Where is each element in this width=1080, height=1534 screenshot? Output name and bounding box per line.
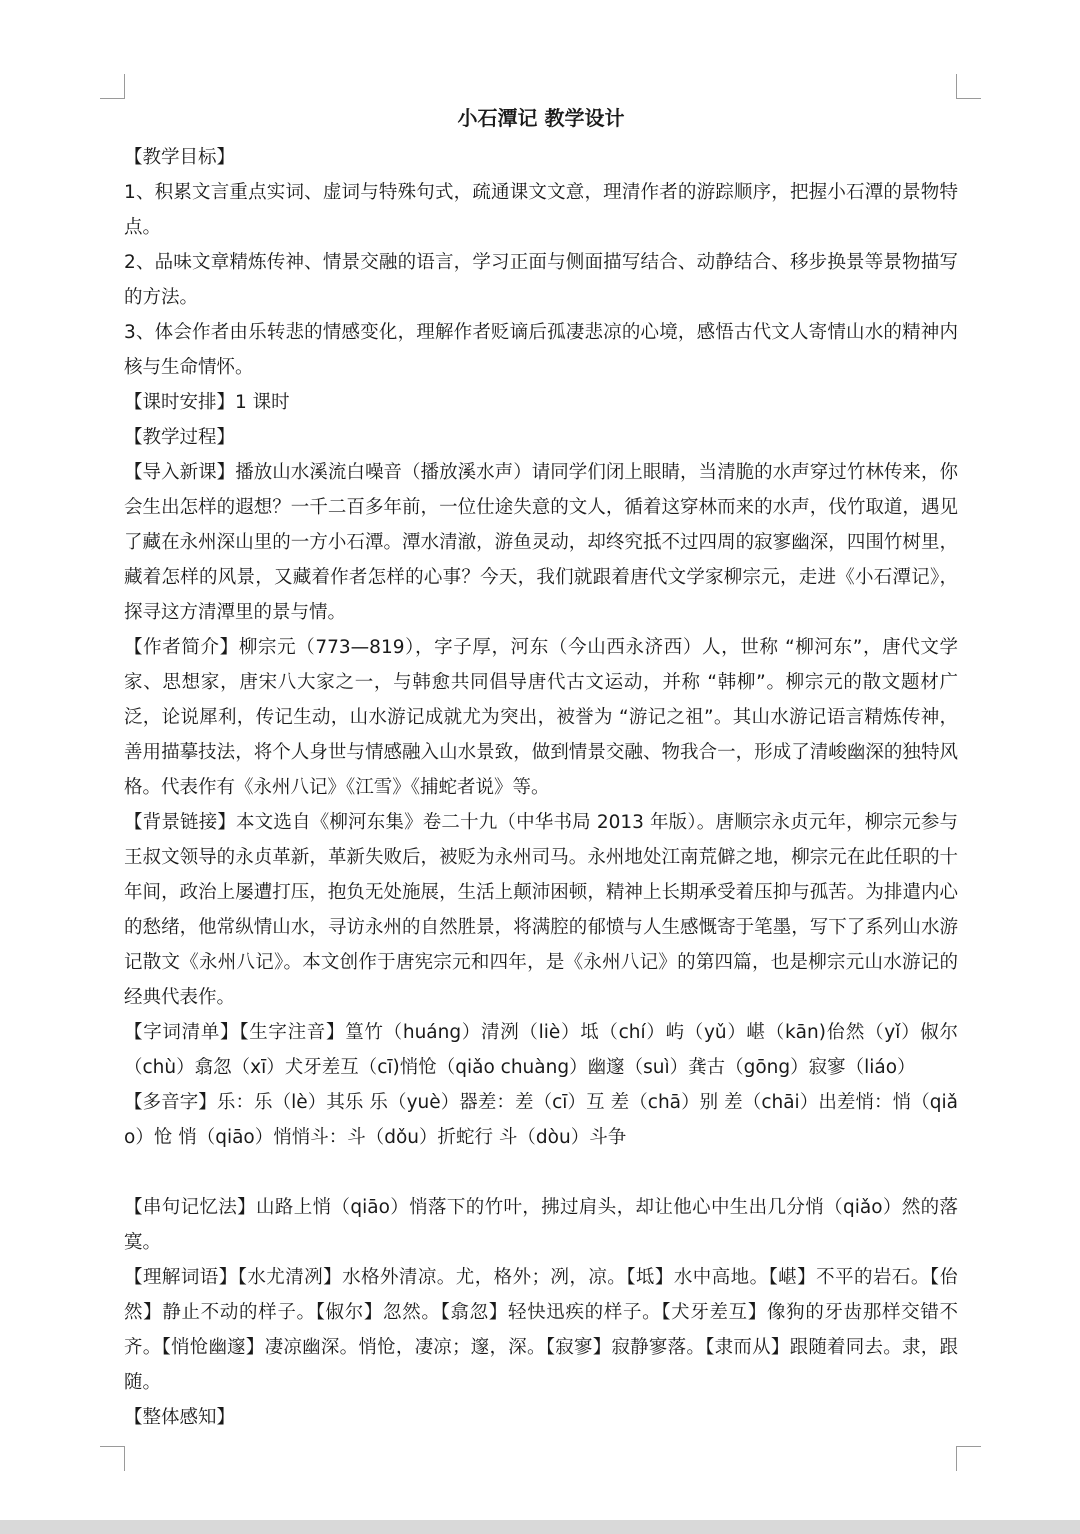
paragraph-polyphonic-characters: 【多音字】乐：乐（lè）其乐 乐（yuè）器差：差（cī）互 差（chā）别 差（chāi）出差悄：悄（qiǎo）怆 悄（qiāo）悄悄斗：斗（dǒu）折蛇行 斗（dòu）斗争 xyxy=(124,1092,958,1148)
crop-mark-bottom-right xyxy=(956,1446,981,1471)
blank-line xyxy=(124,1155,958,1190)
paragraph-author-intro: 【作者简介】柳宗元（773—819），字子厚，河东（今山西永济西）人，世称 “柳河东”，唐代文学家、思想家，唐宋八大家之一，与韩愈共同倡导唐代古文运动，并称 “韩柳”。柳宗元的散文题材广泛，论说犀利，传记生动，山水游记成就尤为突出，被誉为 “游记之祖”。其山水游记语言精炼传神，善用描摹技法，将个人身世与情感融入山水景致，做到情景交融、物我合一，形成了清峻幽深的独特风格。代表作有《永州八记》《江雪》《捕蛇者说》等。 xyxy=(124,637,958,798)
objective-1: 1、积累文言重点实词、虚词与特殊句式，疏通课文文意，理清作者的游踪顺序，把握小石潭的景物特点。 xyxy=(124,182,958,238)
document-title: 小石潭记 教学设计 xyxy=(457,106,625,130)
section-class-schedule: 【课时安排】1 课时 xyxy=(124,392,290,413)
paragraph-word-meanings: 【理解词语】【水尤清冽】水格外清凉。尤，格外；冽，凉。【坻】水中高地。【嵁】不平的岩石。【佁然】静止不动的样子。【俶尔】忽然。【翕忽】轻快迅疾的样子。【犬牙差互】像狗的牙齿那样交错不齐。【悄怆幽邃】凄凉幽深。悄怆，凄凉；邃，深。【寂寥】寂静寥落。【隶而从】跟随着同去。隶，跟随。 xyxy=(124,1267,958,1393)
objective-2: 2、品味文章精炼传神、情景交融的语言，学习正面与侧面描写结合、动静结合、移步换景等景物描写的方法。 xyxy=(124,252,958,308)
bottom-gray-strip xyxy=(0,1520,1080,1534)
section-heading-process: 【教学过程】 xyxy=(124,427,236,448)
section-heading-objectives: 【教学目标】 xyxy=(124,147,236,168)
paragraph-vocabulary-pronunciation: 【字词清单】【生字注音】篁竹（huáng）清洌（liè）坻（chí）屿（yǔ）嵁（kān)佁然（yǐ）俶尔（chù）翕忽（xī）犬牙差互（cī)悄怆（qiǎo chuàng）幽邃（suì）龚古（gōng）寂寥（liáo） xyxy=(124,1022,958,1078)
crop-mark-bottom-left xyxy=(100,1446,125,1471)
section-heading-overall-perception: 【整体感知】 xyxy=(124,1407,236,1428)
paragraph-introduction: 【导入新课】播放山水溪流白噪音（播放溪水声）请同学们闭上眼睛，当清脆的水声穿过竹林传来，你会生出怎样的遐想？一千二百多年前，一位仕途失意的文人，循着这穿林而来的水声，伐竹取道，遇见了藏在永州深山里的一方小石潭。潭水清澈，游鱼灵动，却终究抵不过四周的寂寥幽深，四围竹树里，藏着怎样的风景，又藏着作者怎样的心事？今天，我们就跟着唐代文学家柳宗元，走进《小石潭记》，探寻这方清潭里的景与情。 xyxy=(124,462,958,623)
objective-3: 3、体会作者由乐转悲的情感变化，理解作者贬谪后孤凄悲凉的心境，感悟古代文人寄情山水的精神内核与生命情怀。 xyxy=(124,322,958,378)
paragraph-memory-sentence: 【串句记忆法】山路上悄（qiāo）悄落下的竹叶，拂过肩头，却让他心中生出几分悄（qiǎo）然的落寞。 xyxy=(124,1197,958,1253)
crop-mark-top-left xyxy=(100,74,125,99)
document-body xyxy=(124,96,958,1435)
crop-mark-top-right xyxy=(956,74,981,99)
paragraph-background: 【背景链接】本文选自《柳河东集》卷二十九（中华书局 2013 年版）。唐顺宗永贞元年，柳宗元参与王叔文领导的永贞革新，革新失败后，被贬为永州司马。永州地处江南荒僻之地，柳宗元在此任职的十年间，政治上屡遭打压，抱负无处施展，生活上颠沛困顿，精神上长期承受着压抑与孤苦。为排遣内心的愁绪，他常纵情山水，寻访永州的自然胜景，将满腔的郁愤与人生感慨寄于笔墨，写下了系列山水游记散文《永州八记》。本文创作于唐宪宗元和四年，是《永州八记》的第四篇，也是柳宗元山水游记的经典代表作。 xyxy=(124,812,958,1008)
